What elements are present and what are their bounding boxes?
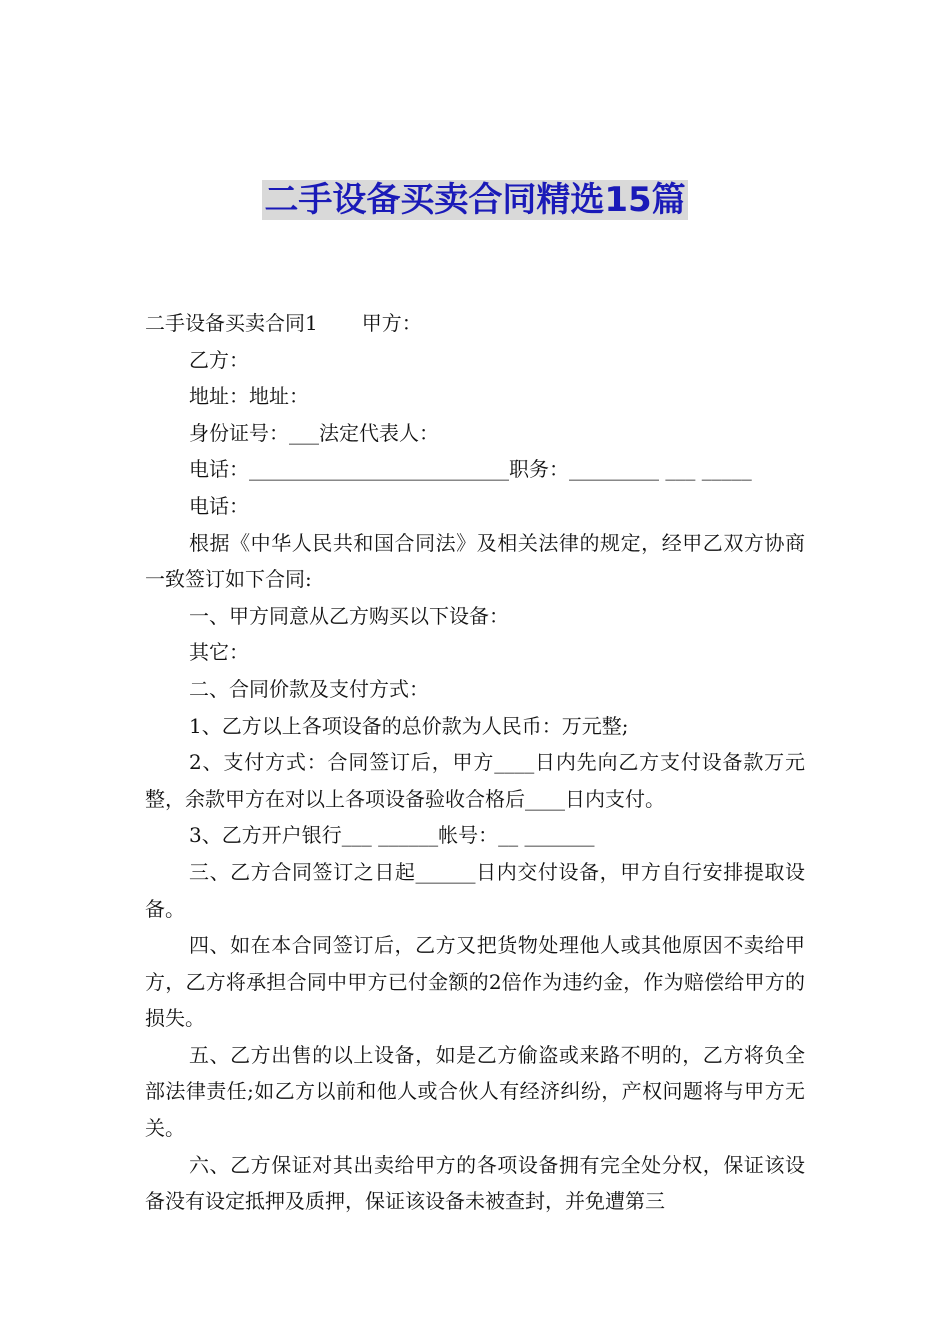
paragraph: 二、合同价款及支付方式： (189, 676, 429, 701)
paragraph: 电话： (189, 493, 249, 518)
party-a-label: 甲方： (361, 311, 422, 335)
paragraph: 五、乙方出售的以上设备，如是乙方偷盗或来路不明的，乙方将负全部法律责任;如乙方以前和他人或合伙人有经济纠纷，产权问题将与甲方无关。 (145, 1042, 805, 1141)
paragraph: 其它： (189, 640, 249, 665)
paragraph: 身份证号：___法定代表人： (189, 420, 439, 445)
paragraph: 2、支付方式：合同签订后，甲方____日内先向乙方支付设备款万元整，余款甲方在对以上各项设备验收合格后____日内支付。 (145, 750, 805, 811)
document-body (145, 305, 805, 1220)
paragraph: 六、乙方保证对其出卖给甲方的各项设备拥有完全处分权，保证该设备没有设定抵押及质押，保证该设备未被查封，并免遭第三 (145, 1152, 805, 1214)
paragraph: 乙方： (189, 347, 249, 372)
paragraph: 3、乙方开户银行___ ______帐号：__ _______ (189, 823, 595, 848)
paragraph: 三、乙方合同签订之日起______日内交付设备，甲方自行安排提取设备。 (145, 859, 805, 921)
paragraph: 根据《中华人民共和国合同法》及相关法律的规定，经甲乙双方协商一致签订如下合同: (145, 530, 805, 592)
document-title: 二手设备买卖合同精选15篇 (264, 180, 686, 220)
paragraph: 四、如在本合同签订后，乙方又把货物处理他人或其他原因不卖给甲方，乙方将承担合同中甲方已付金额的2倍作为违约金，作为赔偿给甲方的损失。 (145, 933, 805, 1031)
contract-heading: 二手设备买卖合同1 (145, 311, 318, 335)
paragraph: 地址：地址： (189, 384, 309, 409)
paragraph: 1、乙方以上各项设备的总价款为人民币：万元整; (189, 713, 629, 738)
contract-heading-line (145, 305, 805, 342)
paragraph: 一、甲方同意从乙方购买以下设备： (189, 603, 509, 628)
paragraph: 电话：__________________________职务：_________ ___ _____ (189, 457, 752, 482)
